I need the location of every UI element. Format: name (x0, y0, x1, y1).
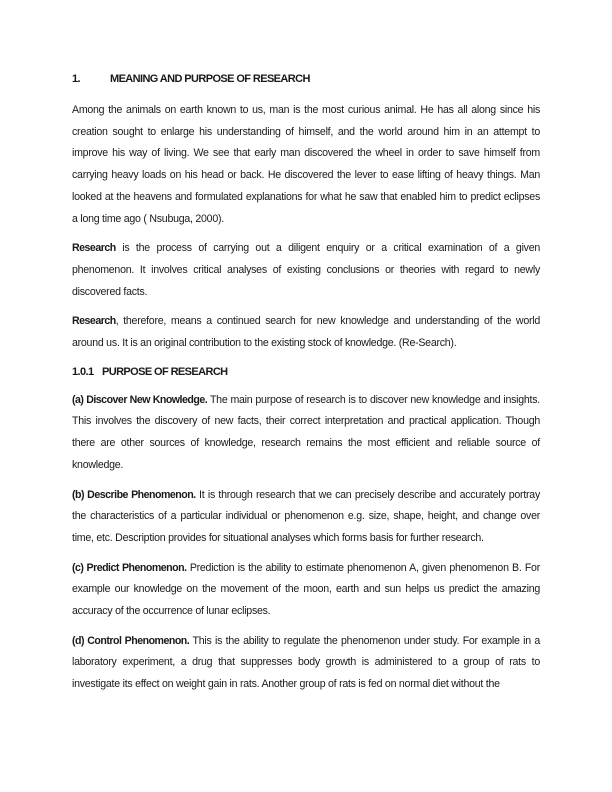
paragraph-text: , therefore, means a continued search for new knowledge and understanding of the world around us. It is an original contribution to the existing stock of knowledge. (Re-Search). (72, 315, 540, 350)
purpose-lead: (b) Describe Phenomenon. (72, 488, 196, 501)
document-page (72, 70, 540, 704)
section-heading (72, 70, 540, 88)
paragraph-text: is the process of carrying out a diligent enquiry or a critical examination of a given phenomenon. It involves critical analyses of existing conclusions or theories with regard to newly discovered facts. (72, 242, 540, 298)
paragraph-intro (72, 100, 540, 230)
paragraph-text: Among the animals on earth known to us, man is the most curious animal. He has all along since his creation sought to enlarge his understanding of himself, and the world around him in an attempt to improve his way of living. We see that early man discovered the wheel in order to save himself from carrying heavy loads on his head or back. He discovered the lever to ease lifting of heavy things. Man looked at the heavens and formulated explanations for what he saw that enabled him to predict eclipses a long time ago ( Nsubuga, 2000). (72, 104, 540, 225)
purpose-item (72, 631, 540, 696)
purpose-text: It is through research that we can precisely describe and accurately portray the characteristics of a particular individual or phenomenon e.g. size, shape, height, and change over time, etc. Description provides for situational analyses which forms basis for further research. (72, 488, 540, 544)
subsection-title: PURPOSE OF RESEARCH (102, 365, 228, 378)
purpose-text: Prediction is the ability to estimate phenomenon A, given phenomenon B. For example our knowledge on the movement of the moon, earth and sun helps us predict the amazing accuracy of the occurrence of lunar eclipses. (72, 561, 540, 618)
subsection-heading (72, 363, 540, 381)
paragraph-lead: Research (72, 315, 116, 328)
purpose-item (72, 485, 540, 550)
purpose-text: This is the ability to regulate the phenomenon under study. For example in a laboratory experiment, a drug that suppresses body growth is administered to a group of rats to investigate its effect on weight gain in rats. Another group of rats is fed on normal diet without the (72, 634, 540, 691)
purpose-text: The main purpose of research is to discover new knowledge and insights. This involves the discovery of new facts, their correct interpretation and practical application. Though there are other sources of knowledge, research remains the most efficient and reliable source of knowledge. (72, 393, 540, 471)
purpose-item (72, 558, 540, 623)
section-title: MEANING AND PURPOSE OF RESEARCH (110, 73, 310, 85)
purpose-lead: (a) Discover New Knowledge. (72, 393, 208, 406)
paragraph-research-meaning (72, 311, 540, 354)
paragraph-lead: Research (72, 242, 116, 255)
subsection-number: 1.0.1 (72, 365, 94, 378)
purpose-lead: (c) Predict Phenomenon. (72, 561, 187, 574)
paragraph-research-definition (72, 238, 540, 303)
section-number: 1. (72, 73, 80, 85)
purpose-item (72, 390, 540, 477)
purpose-lead: (d) Control Phenomenon. (72, 634, 190, 647)
